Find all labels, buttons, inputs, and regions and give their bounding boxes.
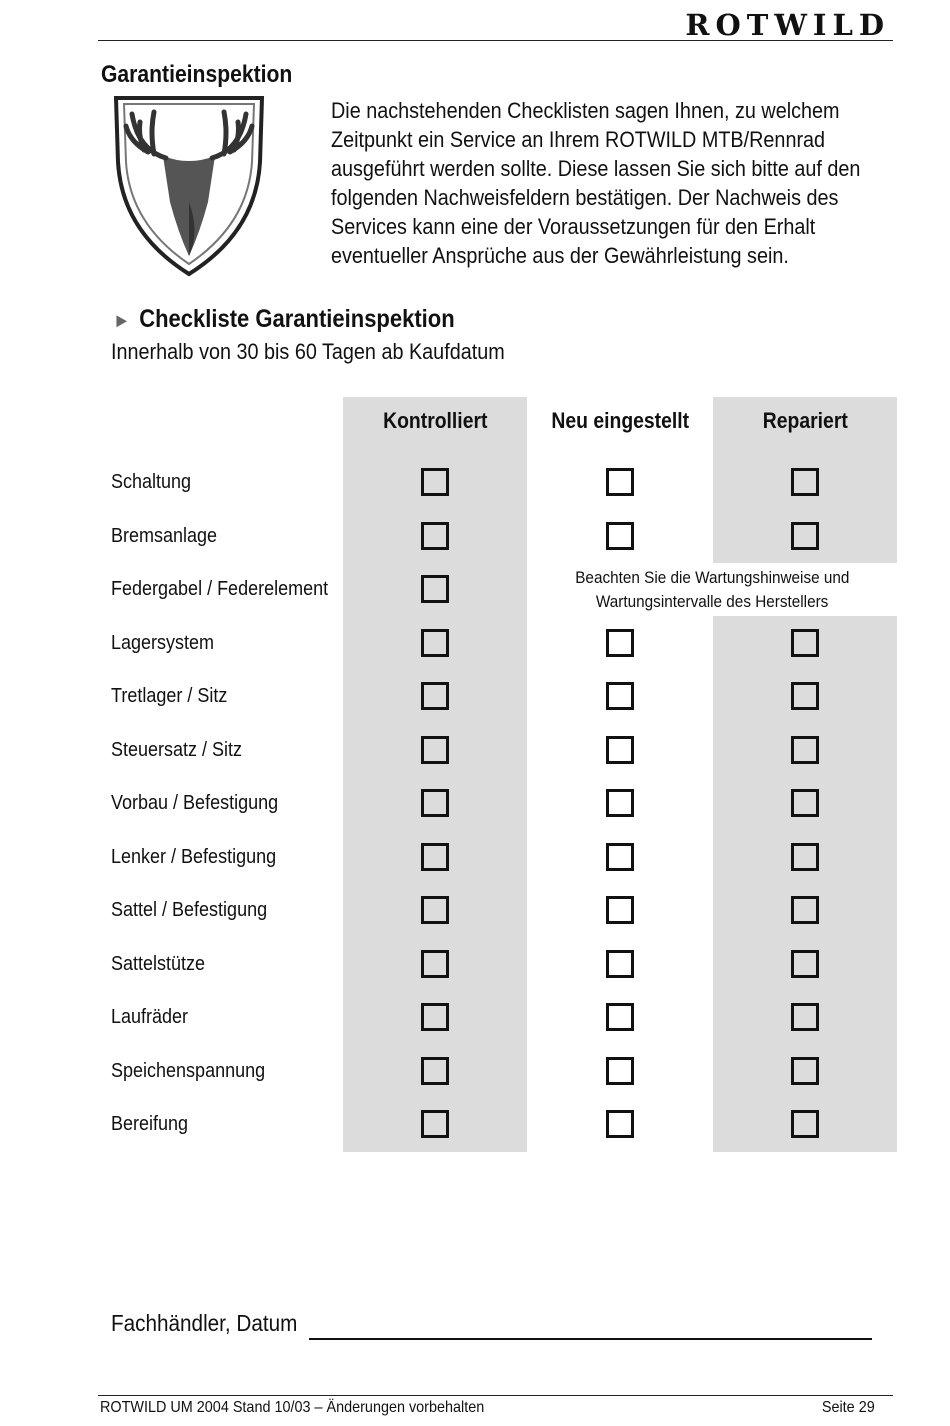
row-label: Speichenspannung <box>111 1059 266 1082</box>
checkbox-kontrolliert[interactable] <box>421 682 449 710</box>
row-label: Lagersystem <box>111 631 215 654</box>
checkbox-kontrolliert[interactable] <box>421 843 449 871</box>
row-label: Sattelstütze <box>111 952 206 975</box>
deer-shield-logo <box>108 92 270 277</box>
row-label: Schaltung <box>111 471 192 493</box>
checkbox-repariert[interactable] <box>791 468 819 496</box>
column-header-kontrolliert: Kontrolliert <box>382 408 488 433</box>
checkbox-kontrolliert[interactable] <box>421 736 449 764</box>
row-label: Bereifung <box>111 1113 189 1135</box>
checkbox-kontrolliert[interactable] <box>421 522 449 550</box>
row-label: Vorbau / Befestigung <box>111 792 279 814</box>
checkbox-repariert[interactable] <box>791 1110 819 1138</box>
signature-label: Fachhändler, Datum <box>111 1310 298 1336</box>
checkbox-neu-eingestellt[interactable] <box>606 468 634 496</box>
row-label: Federgabel / Federelement <box>111 578 329 600</box>
checkbox-neu-eingestellt[interactable] <box>606 682 634 710</box>
note-line-1: Beachten Sie die Wartungshinweise und <box>575 568 850 587</box>
checkbox-repariert[interactable] <box>791 789 819 817</box>
page-title: Garantieinspektion <box>101 61 293 88</box>
arrow-right-icon: ► <box>113 310 131 332</box>
checkbox-neu-eingestellt[interactable] <box>606 950 634 978</box>
signature-line[interactable] <box>309 1338 872 1340</box>
row-label: Tretlager / Sitz <box>111 685 228 707</box>
checkbox-repariert[interactable] <box>791 1003 819 1031</box>
column-shade-kontrolliert <box>343 397 527 1152</box>
footer-text: ROTWILD UM 2004 Stand 10/03 – Änderungen vorbehalten <box>100 1399 485 1416</box>
checkbox-neu-eingestellt[interactable] <box>606 1110 634 1138</box>
checkbox-neu-eingestellt[interactable] <box>606 736 634 764</box>
page-number: Seite 29 <box>822 1399 875 1416</box>
section-subtitle: Innerhalb von 30 bis 60 Tagen ab Kaufdatum <box>111 339 505 364</box>
checkbox-repariert[interactable] <box>791 629 819 657</box>
row-label: Bremsanlage <box>111 524 218 547</box>
checkbox-kontrolliert[interactable] <box>421 789 449 817</box>
checkbox-neu-eingestellt[interactable] <box>606 629 634 657</box>
checkbox-neu-eingestellt[interactable] <box>606 896 634 924</box>
checkbox-kontrolliert[interactable] <box>421 1003 449 1031</box>
footer-rule <box>98 1395 893 1396</box>
section-heading <box>113 305 455 334</box>
checkbox-neu-eingestellt[interactable] <box>606 1003 634 1031</box>
checkbox-repariert[interactable] <box>791 843 819 871</box>
checkbox-repariert[interactable] <box>791 522 819 550</box>
checkbox-repariert[interactable] <box>791 950 819 978</box>
column-header-repariert: Repariert <box>762 408 848 433</box>
checkbox-kontrolliert[interactable] <box>421 1057 449 1085</box>
maintenance-note <box>528 566 897 614</box>
checkbox-repariert[interactable] <box>791 736 819 764</box>
checkbox-neu-eingestellt[interactable] <box>606 843 634 871</box>
checkbox-repariert[interactable] <box>791 896 819 924</box>
checkbox-neu-eingestellt[interactable] <box>606 789 634 817</box>
checkbox-neu-eingestellt[interactable] <box>606 1057 634 1085</box>
row-label: Lenker / Befestigung <box>111 845 277 868</box>
checkbox-kontrolliert[interactable] <box>421 575 449 603</box>
checkbox-kontrolliert[interactable] <box>421 468 449 496</box>
checkbox-repariert[interactable] <box>791 682 819 710</box>
note-line-2: Wartungsintervalle des Herstellers <box>596 592 829 611</box>
checkbox-kontrolliert[interactable] <box>421 950 449 978</box>
brand-wordmark: ROTWILD <box>685 8 890 42</box>
row-label: Sattel / Befestigung <box>111 899 268 921</box>
checkbox-kontrolliert[interactable] <box>421 629 449 657</box>
checkbox-kontrolliert[interactable] <box>421 896 449 924</box>
section-title: Checkliste Garantieinspektion <box>139 305 455 333</box>
checkbox-repariert[interactable] <box>791 1057 819 1085</box>
column-header-neu-eingestellt: Neu eingestellt <box>551 408 689 433</box>
row-label: Steuersatz / Sitz <box>111 738 243 761</box>
intro-paragraph: Die nachstehenden Checklisten sagen Ihnen, zu welchem Zeitpunkt ein Service an Ihrem ROTWILD MTB/Rennrad ausgeführt werden sollte. Diese lassen Sie sich bitte auf den folgenden Nachweisfeldern bestätigen. Der Nachweis des Services kann eine der Voraussetzungen für den Erhalt eventueller Ansprüche aus der Gewährleistung sein. <box>331 98 861 268</box>
row-label: Laufräder <box>111 1006 189 1028</box>
checkbox-neu-eingestellt[interactable] <box>606 522 634 550</box>
checkbox-kontrolliert[interactable] <box>421 1110 449 1138</box>
header-rule <box>98 40 893 41</box>
